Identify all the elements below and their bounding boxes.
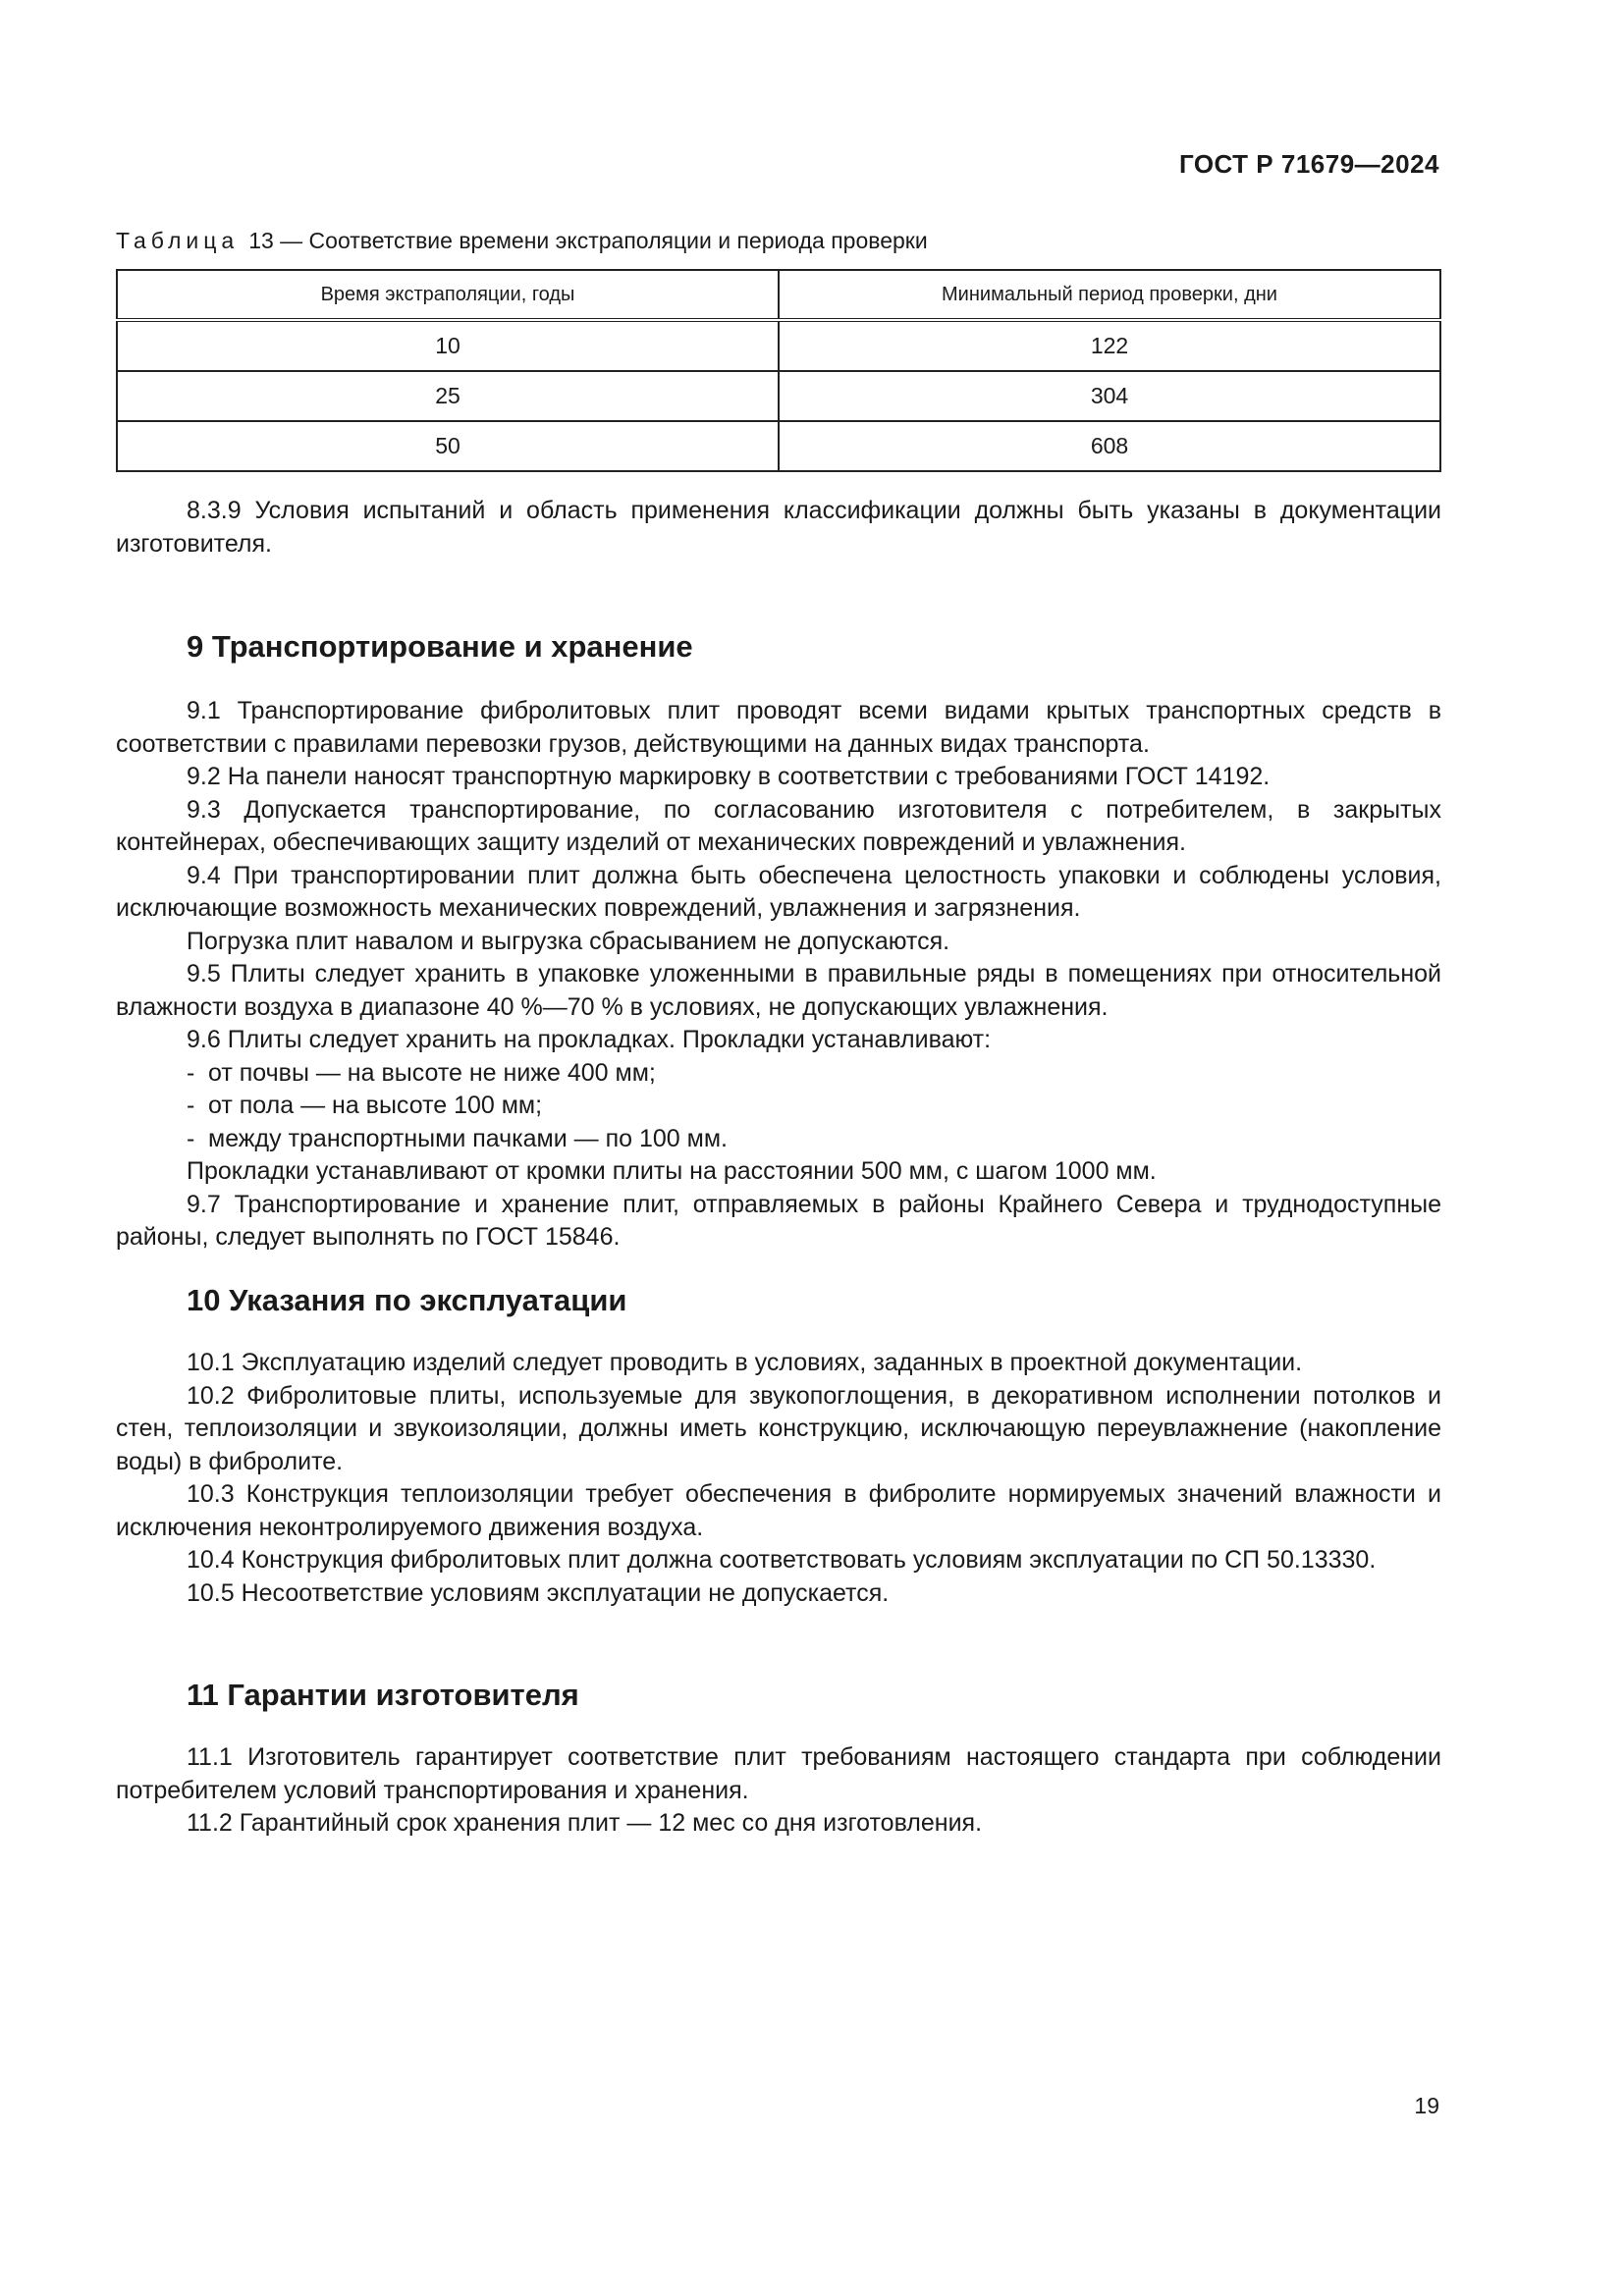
column-header-min-check-period: Минимальный период проверки, дни (779, 270, 1440, 320)
table-row (117, 320, 1440, 371)
list-item (116, 1090, 1441, 1123)
table-row (117, 421, 1440, 471)
table-cell: 10 (117, 320, 779, 371)
list-item (116, 1123, 1441, 1156)
clause-8-3-9: 8.3.9 Условия испытаний и область применения классификации должны быть указаны в документации изготовителя. (116, 497, 1441, 558)
clause-9-3: 9.3 Допускается транспортирование, по согласованию изготовителя с потребителем, в закрытых контейнерах, обеспечивающих защиту изделий от механических повреждений и увлажнения. (116, 795, 1441, 856)
clause-10-2: 10.2 Фибролитовые плиты, используемые для звукопоглощения, в декоративном исполнении потолков и стен, теплоизоляции и звукоизоляции, должны иметь конструкцию, исключающую переувлажнение (накопление воды) в фибролите. (116, 1381, 1441, 1475)
clause-9-4: 9.4 При транспортировании плит должна быть обеспечена целостность упаковки и соблюдены условия, исключающие возможность механических повреждений, увлажнения и загрязнения. (116, 861, 1441, 922)
clause-9-2: 9.2 На панели наносят транспортную маркировку в соответствии с требованиями ГОСТ 14192. (187, 763, 1271, 790)
clause-10-3: 10.3 Конструкция теплоизоляции требует обеспечения в фибролите нормируемых значений влажности и исключения неконтролируемого движения воздуха. (116, 1480, 1441, 1541)
section-heading-11: 11 Гарантии изготовителя (187, 1678, 579, 1712)
section-heading-9: 9 Транспортирование и хранение (187, 629, 693, 664)
table-caption-text: 13 — Соответствие времени экстраполяции и периода проверки (248, 228, 928, 253)
clause-9-6-note: Прокладки устанавливают от кромки плиты на расстоянии 500 мм, с шагом 1000 мм. (187, 1157, 1157, 1185)
list-item-text: от почвы — на высоте не ниже 400 мм; (208, 1058, 656, 1087)
clause-8-3-9-block (116, 495, 1441, 561)
table-cell: 608 (779, 421, 1440, 471)
table-header-row (117, 270, 1440, 320)
table-cell: 304 (779, 371, 1440, 421)
section-11-body (116, 1741, 1441, 1841)
table-row (117, 371, 1440, 421)
clause-9-6: 9.6 Плиты следует хранить на прокладках. Прокладки устанавливают: (187, 1026, 992, 1053)
list-item-text: от пола — на высоте 100 мм; (208, 1092, 543, 1119)
column-header-extrapolation-time: Время экстраполяции, годы (117, 270, 779, 320)
standard-id-header: ГОСТ Р 71679—2024 (1178, 149, 1439, 179)
section-9-block (116, 630, 1441, 664)
table-caption (116, 228, 928, 254)
clause-11-2: 11.2 Гарантийный срок хранения плит — 12 мес со дня изготовления. (187, 1809, 983, 1837)
section-10-body (116, 1347, 1441, 1610)
list-dash: - (187, 1092, 195, 1119)
list-dash: - (187, 1058, 195, 1087)
clause-9-4-note: Погрузка плит навалом и выгрузка сбрасыванием не допускаются. (187, 927, 950, 955)
table-cell: 25 (117, 371, 779, 421)
clause-10-5: 10.5 Несоответствие условиям эксплуатации не допускается. (187, 1578, 890, 1607)
clause-10-4: 10.4 Конструкция фибролитовых плит должна соответствовать условиям эксплуатации по СП 50.13330. (187, 1546, 1377, 1574)
clause-11-1: 11.1 Изготовитель гарантирует соответствие плит требованиям настоящего стандарта при соблюдении потребителем условий транспортирования и хранения. (116, 1743, 1441, 1804)
page-number: 19 (1414, 2093, 1439, 2118)
section-10-block (116, 1284, 1441, 1317)
extrapolation-table (116, 269, 1441, 472)
table-cell: 122 (779, 320, 1440, 371)
table-cell: 50 (117, 421, 779, 471)
section-heading-10: 10 Указания по эксплуатации (187, 1283, 627, 1317)
clause-10-1: 10.1 Эксплуатацию изделий следует проводить в условиях, заданных в проектной документации. (187, 1349, 1303, 1376)
list-dash: - (187, 1124, 195, 1152)
list-item-text: между транспортными пачками — по 100 мм. (208, 1124, 728, 1152)
clause-9-7: 9.7 Транспортирование и хранение плит, отправляемых в районы Крайнего Севера и труднодоступные районы, следует выполнять по ГОСТ 15846. (116, 1190, 1441, 1251)
section-9-body (116, 695, 1441, 1255)
clause-9-1: 9.1 Транспортирование фибролитовых плит проводят всеми видами крытых транспортных средств в соответствии с правилами перевозки грузов, действующими на данных видах транспорта. (116, 697, 1441, 758)
clause-9-5: 9.5 Плиты следует хранить в упаковке уложенными в правильные ряды в помещениях при относительной влажности воздуха в диапазоне 40 %—70 % в условиях, не допускающих увлажнения. (116, 960, 1441, 1021)
list-item (116, 1057, 1441, 1091)
section-11-block (116, 1679, 1441, 1712)
table-caption-word: Таблица (116, 228, 240, 253)
